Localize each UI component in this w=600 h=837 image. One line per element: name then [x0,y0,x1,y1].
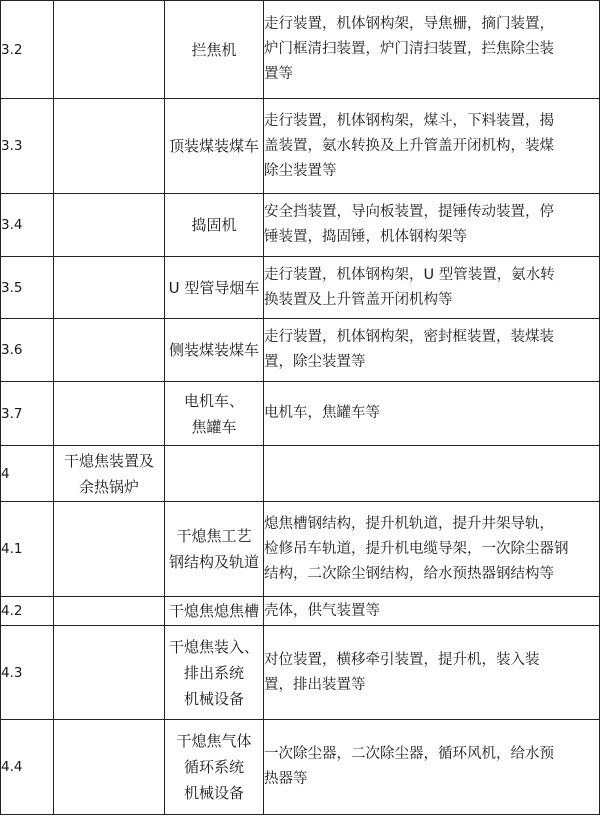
equipment-name: 侧装煤装煤车 [165,319,264,382]
components-description: 电机车，焦罐车等 [264,382,600,446]
item-number: 3.6 [1,319,54,382]
category-cell [54,382,165,446]
category-cell [54,1,165,99]
table-row [1,99,600,194]
category-cell [54,502,165,597]
item-number: 4.2 [1,597,54,626]
equipment-name: 电机车、 焦罐车 [165,382,264,446]
item-number: 3.7 [1,382,54,446]
equipment-name: 干熄焦熄焦槽 [165,597,264,626]
category-cell [54,257,165,319]
category-cell [54,597,165,626]
section-row [1,446,600,502]
components-description: 走行装置，机体钢构架，导焦栅，摘门装置， 炉门框清扫装置，炉门清扫装置，拦焦除尘装 置等 [264,1,600,99]
table-row [1,720,600,815]
equipment-name: 干熄焦装入、 排出系统 机械设备 [165,626,264,720]
category-cell [54,626,165,720]
components-description: 走行装置，机体钢构架，密封框装置，装煤装 置，除尘装置等 [264,319,600,382]
section-category: 干熄焦装置及 余热锅炉 [54,446,165,502]
item-number: 3.4 [1,194,54,257]
section-number: 4 [1,446,54,502]
item-number: 4.3 [1,626,54,720]
equipment-name: 干熄焦气体 循环系统 机械设备 [165,720,264,815]
equipment-name: 顶装煤装煤车 [165,99,264,194]
equipment-name [165,446,264,502]
components-description: 熄焦槽钢结构，提升机轨道，提升井架导轨， 检修吊车轨道，提升机电缆导架，一次除尘器钢 结构，二次除尘钢结构，给水预热器钢结构等 [264,502,600,597]
components-description: 走行装置，机体钢构架，煤斗，下料装置，揭 盖装置，氨水转换及上升管盖开闭机构，装煤 除尘装置等 [264,99,600,194]
components-description: 安全挡装置，导向板装置，提锤传动装置，停 锤装置，捣固锤，机体钢构架等 [264,194,600,257]
category-cell [54,99,165,194]
item-number: 3.2 [1,1,54,99]
equipment-name: U 型管导烟车 [165,257,264,319]
table-row [1,319,600,382]
table-row [1,257,600,319]
table-row [1,382,600,446]
equipment-name: 干熄焦工艺 钢结构及轨道 [165,502,264,597]
components-description: 对位装置，横移牵引装置，提升机，装入装 置，排出装置等 [264,626,600,720]
table-row [1,626,600,720]
category-cell [54,319,165,382]
item-number: 3.3 [1,99,54,194]
item-number: 4.4 [1,720,54,815]
components-description: 壳体，供气装置等 [264,597,600,626]
components-description: 一次除尘器，二次除尘器，循环风机，给水预 热器等 [264,720,600,815]
components-description: 走行装置，机体钢构架，U 型管装置，氨水转 换装置及上升管盖开闭机构等 [264,257,600,319]
category-cell [54,720,165,815]
item-number: 3.5 [1,257,54,319]
table-row [1,597,600,626]
table-row [1,194,600,257]
equipment-name: 拦焦机 [165,1,264,99]
category-cell [54,194,165,257]
table-row [1,502,600,597]
item-number: 4.1 [1,502,54,597]
components-description [264,446,600,502]
equipment-name: 捣固机 [165,194,264,257]
table-row [1,1,600,99]
